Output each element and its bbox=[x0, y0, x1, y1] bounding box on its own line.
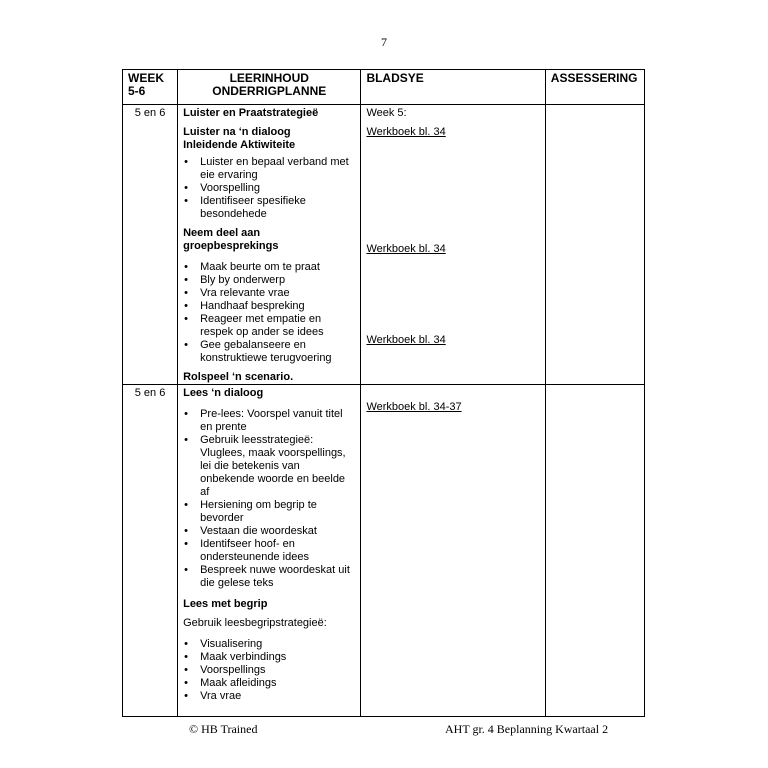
workbook-link[interactable]: Werkboek bl. 34-37 bbox=[366, 401, 462, 413]
table-row bbox=[123, 105, 645, 385]
list-item: • Gebruik leesstrategieë: Vluglees, maak voorspellings, lei die betekenis van onbekende woorde en beelde af bbox=[183, 434, 355, 499]
list-item: • Vestaan die woordeskat bbox=[183, 525, 355, 538]
workbook-link[interactable]: Werkboek bl. 34 bbox=[366, 334, 446, 346]
strategy-list bbox=[183, 638, 355, 703]
group-title: Neem deel aan groepbesprekings bbox=[183, 227, 279, 252]
strategy-intro: Gebruik leesbegripstrategieë: bbox=[183, 617, 327, 629]
header-pages-label: BLADSYE bbox=[366, 71, 424, 85]
list-item: • Identifiseer spesifieke besondehede bbox=[183, 195, 355, 221]
header-week-line1: WEEK bbox=[128, 71, 164, 85]
list-item: • Maak beurte om te praat bbox=[183, 261, 355, 274]
list-item: • Handhaaf bespreking bbox=[183, 300, 355, 313]
content-cell bbox=[178, 105, 361, 385]
header-week-line2: 5-6 bbox=[128, 84, 146, 98]
list-item: • Vra vrae bbox=[183, 690, 355, 703]
footer-copyright: © HB Trained bbox=[189, 722, 258, 736]
pages-week: Week 5: bbox=[366, 107, 407, 119]
planning-table bbox=[122, 69, 645, 717]
group-list bbox=[183, 261, 355, 365]
header-assessment-label: ASSESSERING bbox=[550, 71, 638, 85]
table-row bbox=[123, 385, 645, 717]
section-title: Luister en Praatstrategieë bbox=[183, 107, 319, 119]
page-number: 7 bbox=[381, 35, 387, 49]
content-cell bbox=[178, 385, 361, 717]
week-cell: 5 en 6 bbox=[123, 105, 178, 385]
list-item: • Pre-lees: Voorspel vanuit titel en prente bbox=[183, 408, 355, 434]
footer-document-title: AHT gr. 4 Beplanning Kwartaal 2 bbox=[445, 722, 609, 736]
intro-title: Inleidende Aktiwiteite bbox=[183, 139, 296, 151]
comprehension-title: Lees met begrip bbox=[183, 598, 268, 610]
list-item: • Hersiening om begrip te bevorder bbox=[183, 499, 355, 525]
sub-title: Luister na ‘n dialoog bbox=[183, 126, 291, 138]
list-item: • Luister en bepaal verband met eie ervaring bbox=[183, 156, 355, 182]
header-content bbox=[178, 70, 361, 105]
roleplay-title: Rolspeel ‘n scenario. bbox=[183, 371, 294, 383]
list-item: • Vra relevante vrae bbox=[183, 287, 355, 300]
header-pages bbox=[361, 70, 545, 105]
list-item: • Reageer met empatie en respek op ander se idees bbox=[183, 313, 355, 339]
list-item: • Gee gebalanseere en konstruktiewe terugvoering bbox=[183, 339, 355, 365]
list-item: • Bespreek nuwe woordeskat uit die gelese teks bbox=[183, 564, 355, 590]
workbook-link[interactable]: Werkboek bl. 34 bbox=[366, 126, 446, 138]
table-header-row bbox=[123, 70, 645, 105]
list-item: • Visualisering bbox=[183, 638, 355, 651]
list-item: • Maak verbindings bbox=[183, 651, 355, 664]
header-content-line1: LEERINHOUD bbox=[229, 71, 309, 85]
list-item: • Bly by onderwerp bbox=[183, 274, 355, 287]
list-item: • Identifseer hoof- en ondersteunende idees bbox=[183, 538, 355, 564]
header-content-line2: ONDERRIGPLANNE bbox=[212, 84, 327, 98]
header-assessment bbox=[545, 70, 644, 105]
list-item: • Maak afleidings bbox=[183, 677, 355, 690]
header-week bbox=[123, 70, 178, 105]
week-cell: 5 en 6 bbox=[123, 385, 178, 717]
section-title: Lees ‘n dialoog bbox=[183, 387, 264, 399]
pages-cell bbox=[361, 385, 545, 717]
pages-cell bbox=[361, 105, 545, 385]
workbook-link[interactable]: Werkboek bl. 34 bbox=[366, 243, 446, 255]
list-item: • Voorspellings bbox=[183, 664, 355, 677]
assessment-cell bbox=[545, 385, 644, 717]
reading-list bbox=[183, 408, 355, 590]
intro-list bbox=[183, 156, 355, 221]
assessment-cell bbox=[545, 105, 644, 385]
list-item: • Voorspelling bbox=[183, 182, 355, 195]
